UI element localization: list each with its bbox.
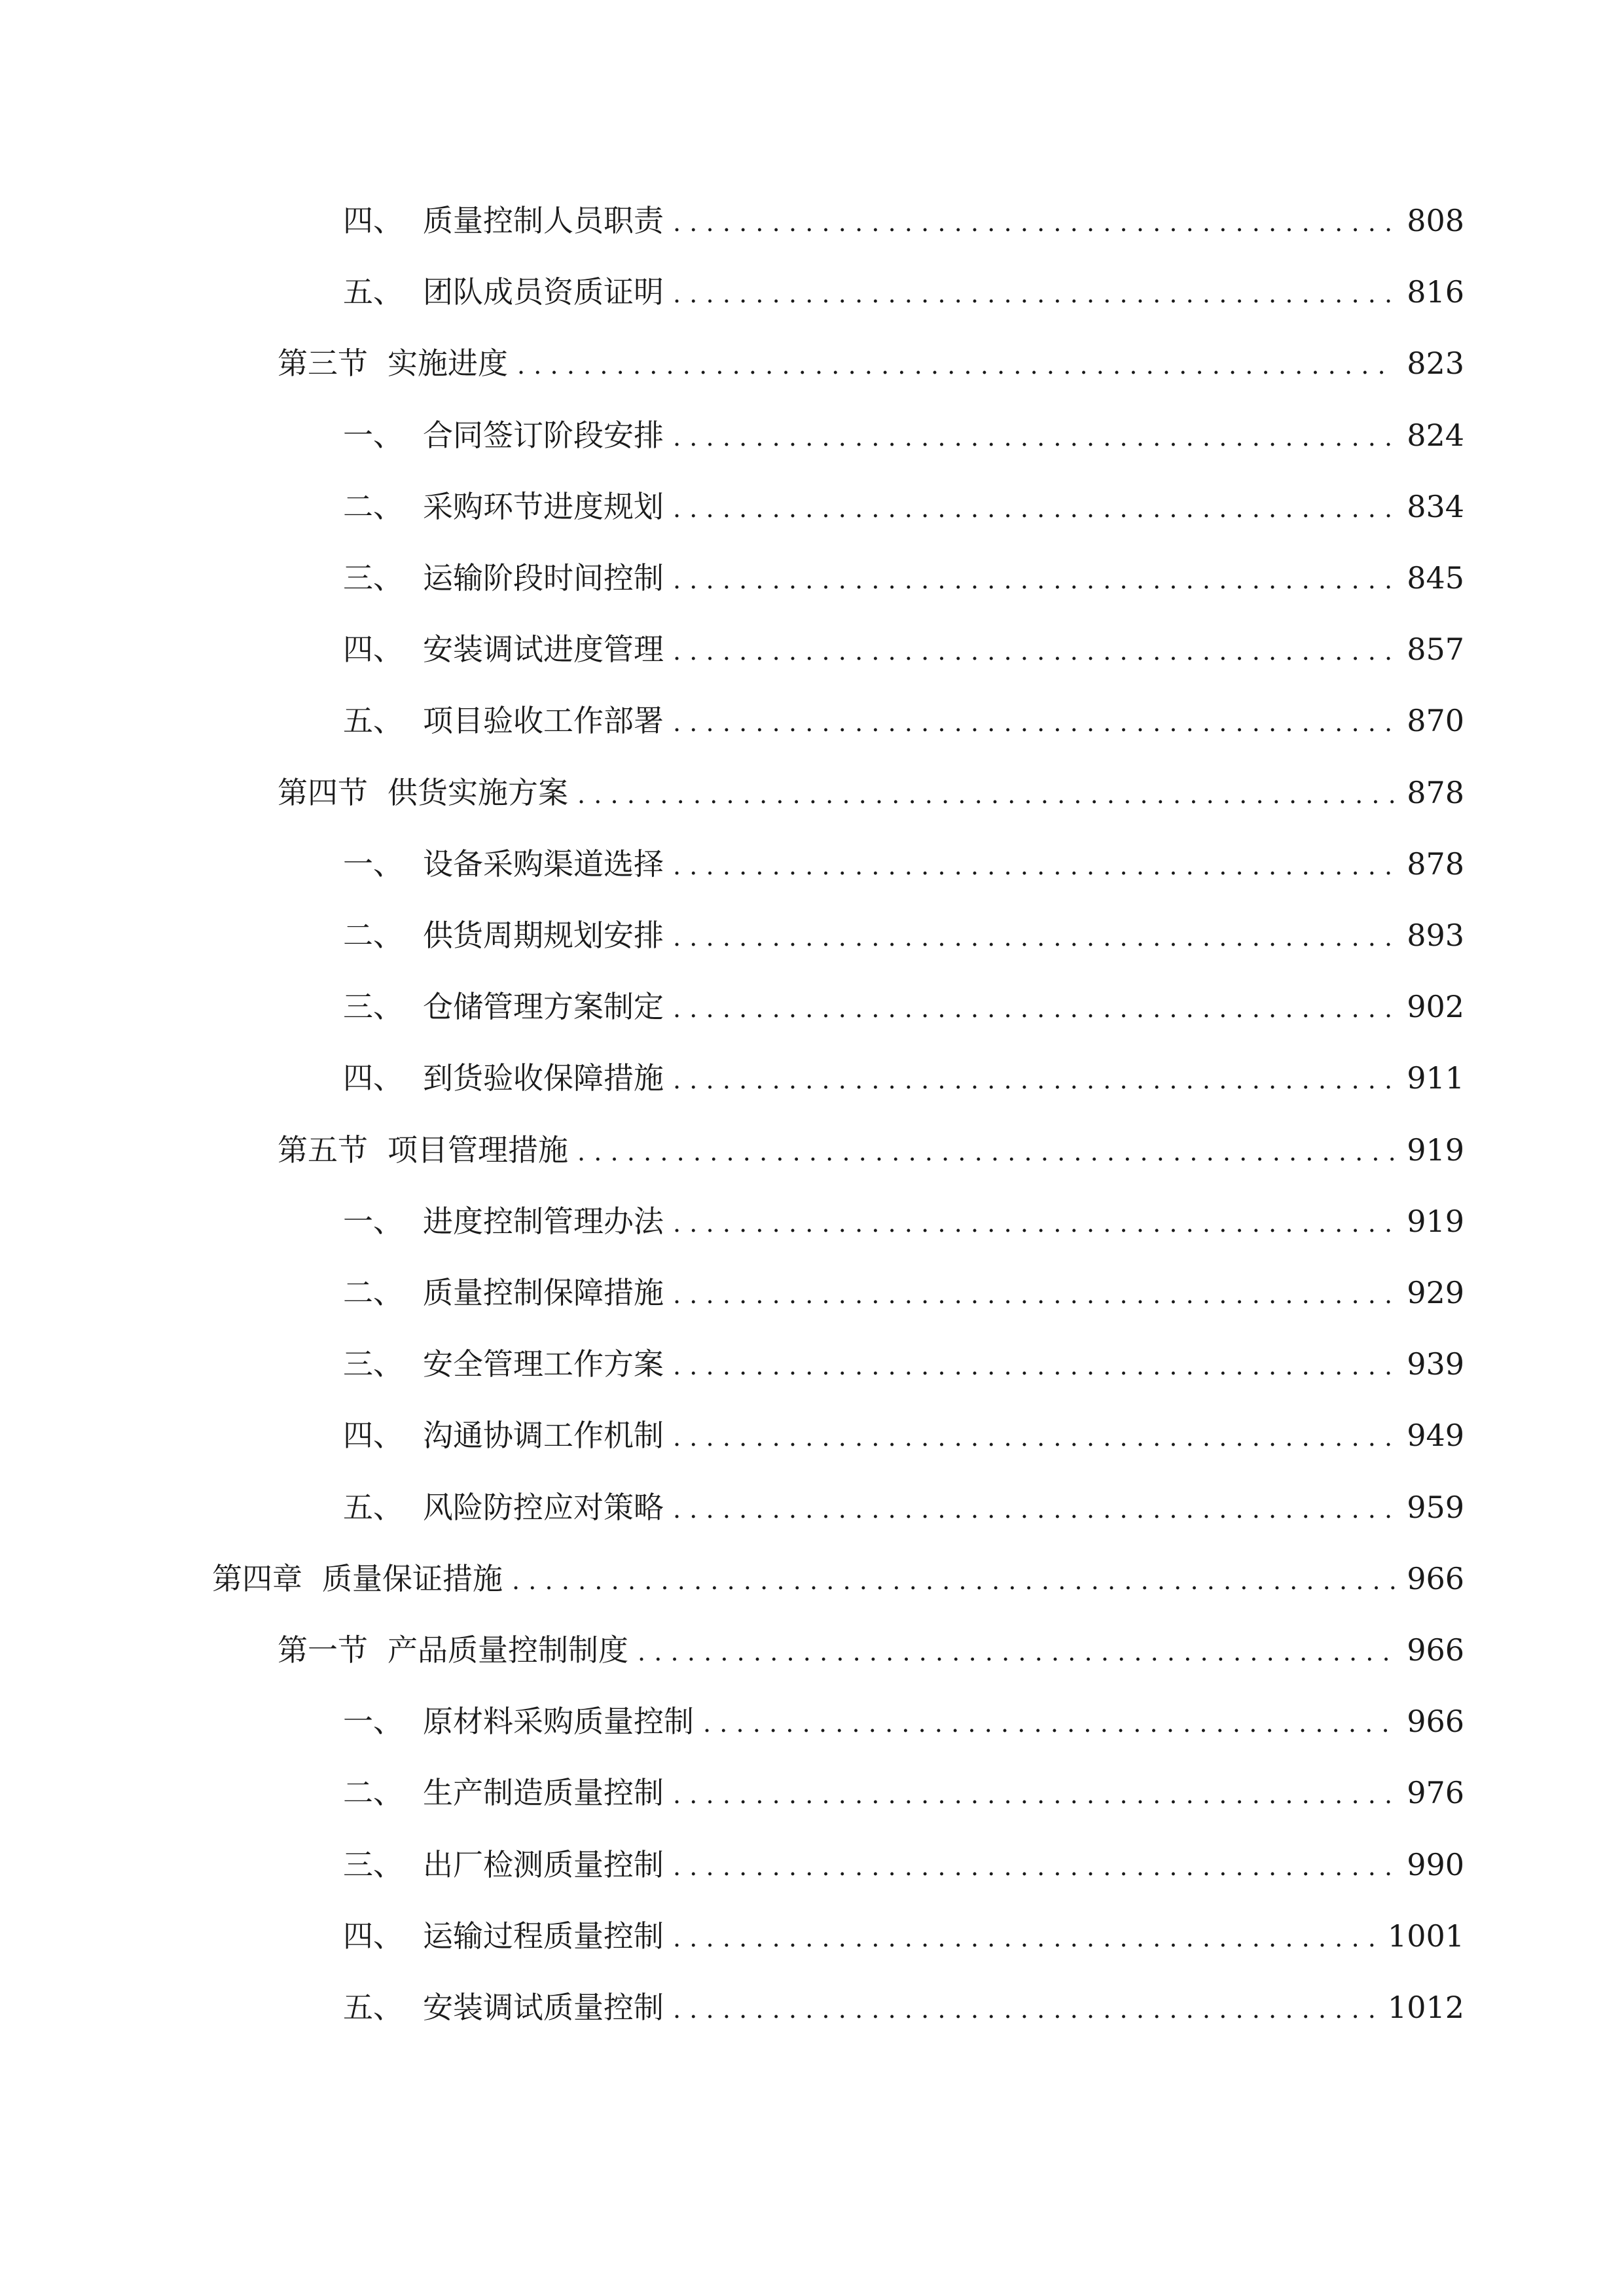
toc-entry[interactable] <box>0 1409 1624 1462</box>
toc-entry-number: 四、 <box>343 203 403 238</box>
toc-dot-leader <box>673 840 1396 892</box>
toc-entry-page-number: 870 <box>1407 703 1464 738</box>
toc-entry-page-number: 823 <box>1407 346 1464 381</box>
toc-entry[interactable] <box>0 1266 1624 1319</box>
toc-entry-page-number: 893 <box>1407 918 1464 953</box>
toc-entry-number: 四、 <box>343 1060 403 1096</box>
toc-entry-page-number: 878 <box>1407 775 1464 810</box>
toc-entry[interactable] <box>0 1695 1624 1748</box>
toc-entry-title: 进度控制管理办法 <box>423 1204 664 1239</box>
toc-entry-page-number: 966 <box>1407 1704 1464 1739</box>
toc-dot-leader <box>638 1626 1396 1678</box>
toc-dot-leader <box>673 1912 1377 1964</box>
toc-entry[interactable] <box>0 1124 1624 1176</box>
toc-entry-title: 生产制造质量控制 <box>423 1775 664 1810</box>
toc-entry[interactable] <box>0 1624 1624 1676</box>
toc-entry[interactable] <box>0 1338 1624 1390</box>
toc-entry-title: 团队成员资质证明 <box>423 274 664 310</box>
toc-dot-leader <box>673 696 1396 749</box>
toc-entry-number: 五、 <box>343 1490 403 1525</box>
toc-entry[interactable] <box>0 552 1624 604</box>
toc-entry-number: 一、 <box>343 418 403 453</box>
toc-entry[interactable] <box>0 838 1624 890</box>
toc-entry-page-number: 976 <box>1407 1775 1464 1810</box>
toc-entry-number: 二、 <box>343 918 403 953</box>
toc-entry-title: 实施进度 <box>388 346 508 381</box>
toc-entry-number: 二、 <box>343 1275 403 1310</box>
toc-entry-title: 安装调试质量控制 <box>423 1990 664 2025</box>
toc-entry-page-number: 966 <box>1407 1632 1464 1668</box>
toc-entry-page-number: 824 <box>1407 418 1464 453</box>
toc-entry[interactable] <box>0 194 1624 247</box>
toc-dot-leader <box>673 1197 1396 1249</box>
toc-entry-number: 第三节 <box>278 346 368 381</box>
toc-entry-number: 第一节 <box>278 1632 368 1668</box>
toc-entry-title: 出厂检测质量控制 <box>423 1847 664 1882</box>
toc-dot-leader <box>517 339 1396 391</box>
toc-entry-page-number: 857 <box>1407 632 1464 667</box>
toc-entry-page-number: 911 <box>1407 1060 1464 1096</box>
toc-entry-number: 一、 <box>343 846 403 882</box>
toc-entry-title: 沟通协调工作机制 <box>423 1418 664 1453</box>
toc-entry-number: 第五节 <box>278 1132 368 1168</box>
toc-entry-page-number: 1012 <box>1387 1990 1464 2025</box>
toc-dot-leader <box>673 1411 1396 1463</box>
toc-entry[interactable] <box>0 623 1624 675</box>
toc-entry-number: 三、 <box>343 1346 403 1382</box>
toc-entry-number: 二、 <box>343 489 403 524</box>
toc-entry-number: 三、 <box>343 989 403 1024</box>
toc-entry-number: 五、 <box>343 274 403 310</box>
toc-entry[interactable] <box>0 1552 1624 1605</box>
toc-entry[interactable] <box>0 766 1624 819</box>
toc-entry-number: 三、 <box>343 560 403 596</box>
toc-dot-leader <box>577 1126 1396 1178</box>
toc-entry-page-number: 939 <box>1407 1346 1464 1382</box>
toc-dot-leader <box>673 1840 1396 1893</box>
toc-entry-title: 供货实施方案 <box>388 775 568 810</box>
toc-dot-leader <box>673 1054 1396 1106</box>
toc-entry-title: 项目管理措施 <box>388 1132 568 1168</box>
toc-entry-title: 质量保证措施 <box>322 1561 503 1596</box>
toc-entry-title: 供货周期规划安排 <box>423 918 664 953</box>
toc-entry-title: 质量控制人员职责 <box>423 203 664 238</box>
toc-entry-page-number: 959 <box>1407 1490 1464 1525</box>
toc-entry-page-number: 929 <box>1407 1275 1464 1310</box>
toc-entry-page-number: 919 <box>1407 1132 1464 1168</box>
toc-entry[interactable] <box>0 909 1624 961</box>
toc-dot-leader <box>673 982 1396 1035</box>
toc-entry-page-number: 816 <box>1407 274 1464 310</box>
toc-dot-leader <box>512 1554 1396 1607</box>
toc-entry-number: 第四章 <box>212 1561 302 1596</box>
toc-entry-page-number: 990 <box>1407 1847 1464 1882</box>
toc-entry-page-number: 808 <box>1407 203 1464 238</box>
toc-entry-title: 到货验收保障措施 <box>423 1060 664 1096</box>
toc-entry-page-number: 845 <box>1407 560 1464 596</box>
toc-entry-title: 运输过程质量控制 <box>423 1918 664 1954</box>
toc-entry-title: 原材料采购质量控制 <box>423 1704 694 1739</box>
toc-entry[interactable] <box>0 266 1624 318</box>
toc-entry-page-number: 878 <box>1407 846 1464 882</box>
toc-entry[interactable] <box>0 694 1624 747</box>
toc-entry[interactable] <box>0 480 1624 533</box>
toc-entry-title: 采购环节进度规划 <box>423 489 664 524</box>
toc-entry[interactable] <box>0 1981 1624 2034</box>
toc-dot-leader <box>673 1768 1396 1821</box>
toc-entry-title: 项目验收工作部署 <box>423 703 664 738</box>
toc-entry-page-number: 966 <box>1407 1561 1464 1596</box>
toc-entry[interactable] <box>0 1195 1624 1247</box>
toc-dot-leader <box>673 411 1396 463</box>
toc-entry-page-number: 919 <box>1407 1204 1464 1239</box>
toc-entry-title: 仓储管理方案制定 <box>423 989 664 1024</box>
toc-entry-number: 二、 <box>343 1775 403 1810</box>
toc-entry-number: 一、 <box>343 1204 403 1239</box>
toc-dot-leader <box>673 268 1396 320</box>
toc-entry[interactable] <box>0 980 1624 1033</box>
toc-entry-title: 质量控制保障措施 <box>423 1275 664 1310</box>
toc-entry-number: 一、 <box>343 1704 403 1739</box>
toc-entry-title: 安全管理工作方案 <box>423 1346 664 1382</box>
toc-dot-leader <box>673 1268 1396 1321</box>
toc-entry[interactable] <box>0 1481 1624 1534</box>
toc-entry-title: 合同签订阶段安排 <box>423 418 664 453</box>
toc-dot-leader <box>673 625 1396 677</box>
toc-entry-number: 三、 <box>343 1847 403 1882</box>
toc-dot-leader <box>703 1697 1396 1749</box>
toc-dot-leader <box>673 1483 1396 1535</box>
toc-entry-number: 四、 <box>343 632 403 667</box>
toc-entry-page-number: 949 <box>1407 1418 1464 1453</box>
toc-entry-title: 风险防控应对策略 <box>423 1490 664 1525</box>
toc-entry-number: 四、 <box>343 1418 403 1453</box>
toc-entry[interactable] <box>0 1910 1624 1962</box>
toc-entry[interactable] <box>0 1839 1624 1891</box>
toc-dot-leader <box>673 911 1396 963</box>
toc-dot-leader <box>673 196 1396 249</box>
toc-entry[interactable] <box>0 1767 1624 1819</box>
toc-dot-leader <box>673 554 1396 606</box>
toc-dot-leader <box>577 768 1396 821</box>
toc-entry-page-number: 902 <box>1407 989 1464 1024</box>
toc-entry[interactable] <box>0 409 1624 461</box>
toc-entry-number: 五、 <box>343 1990 403 2025</box>
toc-entry-page-number: 834 <box>1407 489 1464 524</box>
toc-dot-leader <box>673 482 1396 535</box>
toc-entry-page-number: 1001 <box>1387 1918 1464 1954</box>
toc-entry[interactable] <box>0 1052 1624 1104</box>
toc-entry-number: 第四节 <box>278 775 368 810</box>
toc-entry-title: 运输阶段时间控制 <box>423 560 664 596</box>
toc-entry[interactable] <box>0 337 1624 389</box>
toc-dot-leader <box>673 1340 1396 1392</box>
toc-entry-title: 安装调试进度管理 <box>423 632 664 667</box>
toc-entry-number: 五、 <box>343 703 403 738</box>
toc-entry-title: 产品质量控制制度 <box>388 1632 628 1668</box>
toc-entry-title: 设备采购渠道选择 <box>423 846 664 882</box>
toc-dot-leader <box>673 1983 1377 2036</box>
toc-entry-number: 四、 <box>343 1918 403 1954</box>
